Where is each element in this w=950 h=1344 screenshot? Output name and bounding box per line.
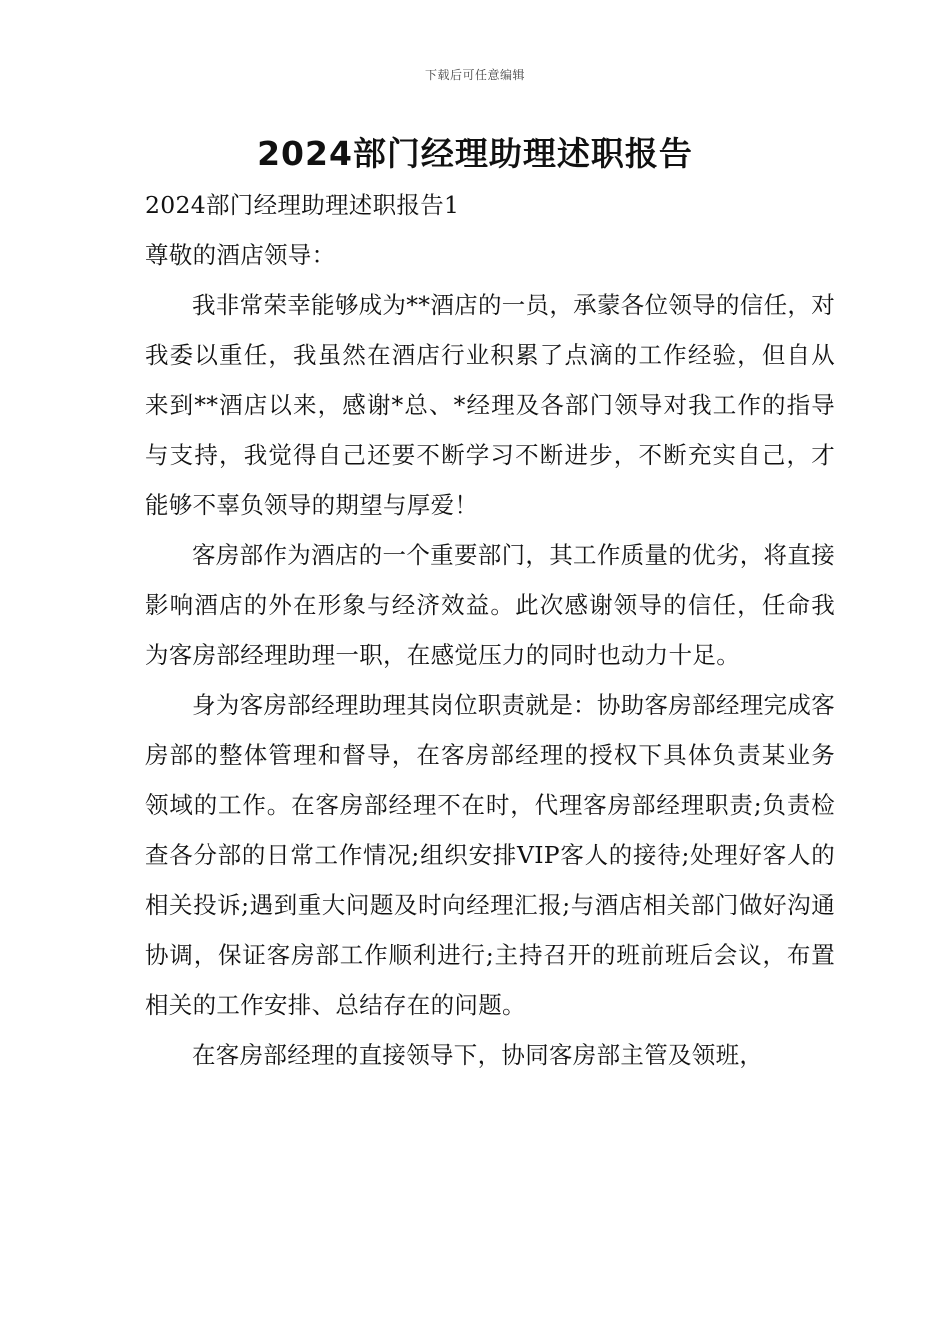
paragraph-department: 客房部作为酒店的一个重要部门，其工作质量的优劣，将直接影响酒店的外在形象与经济效益。此次感谢领导的信任，任命我为客房部经理助理一职，在感觉压力的同时也动力十足。 <box>145 541 835 669</box>
page-header-note: 下载后可任意编辑 <box>424 68 525 82</box>
salutation: 尊敬的酒店领导： <box>145 241 336 269</box>
paragraph-intro: 我非常荣幸能够成为**酒店的一员，承蒙各位领导的信任，对我委以重任，我虽然在酒店行业积累了点滴的工作经验，但自从来到**酒店以来，感谢*总、*经理及各部门领导对我工作的指导与支持，我觉得自己还要不断学习不断进步，不断充实自己，才能够不辜负领导的期望与厚爱！ <box>145 291 835 519</box>
document-body <box>145 180 835 1080</box>
paragraph-duties: 身为客房部经理助理其岗位职责就是：协助客房部经理完成客房部的整体管理和督导，在客房部经理的授权下具体负责某业务领域的工作。在客房部经理不在时，代理客房部经理职责;负责检查各分部的日常工作情况;组织安排VIP客人的接待;处理好客人的相关投诉;遇到重大问题及时向经理汇报;与酒店相关部门做好沟通协调，保证客房部工作顺利进行;主持召开的班前班后会议，布置相关的工作安排、总结存在的问题。 <box>145 691 835 1019</box>
document-subtitle: 2024部门经理助理述职报告1 <box>145 191 460 219</box>
paragraph-continued: 在客房部经理的直接领导下，协同客房部主管及领班， <box>192 1041 764 1069</box>
document-title: 2024部门经理助理述职报告 <box>257 134 693 173</box>
